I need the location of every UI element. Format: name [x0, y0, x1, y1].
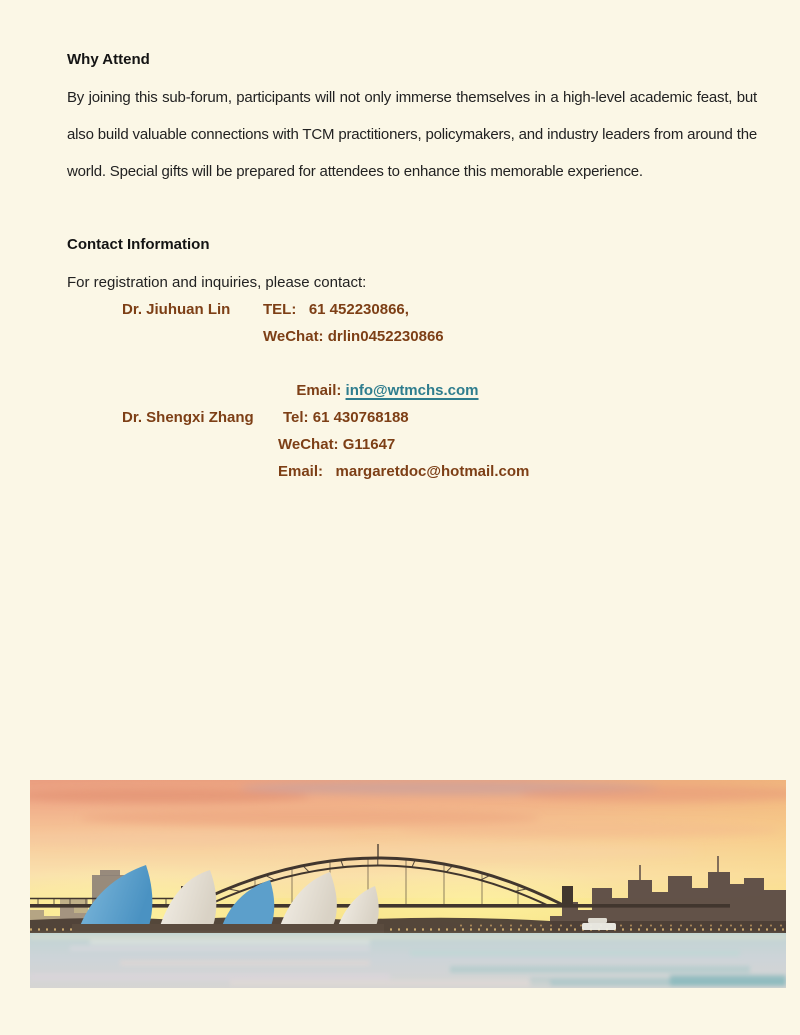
contact-wechat: WeChat: drlin0452230866	[263, 328, 444, 345]
contact-wechat: WeChat: G11647	[278, 436, 396, 453]
why-attend-paragraph: By joining this sub-forum, participants will not only immerse themselves in a high-level academic feast, but also build valuable connections with TCM practitioners, policymakers, and industry leaders from around the world. Special gifts will be prepared for attendees to enhance this memorable experience.	[67, 89, 757, 180]
contact-email-line: Email: margaretdoc@hotmail.com	[278, 463, 530, 480]
contact-tel: TEL: 61 452230866,	[263, 301, 409, 318]
contact-card-shengxi-zhang	[122, 404, 529, 485]
contact-details	[278, 404, 529, 485]
contact-intro-text: For registration and inquiries, please contact:	[67, 274, 367, 291]
contact-information-heading: Contact Information	[67, 236, 210, 253]
harbour-photo-illustration	[30, 780, 786, 988]
contact-name: Dr. Shengxi Zhang	[122, 409, 254, 426]
email-link[interactable]: info@wtmchs.com	[345, 382, 479, 399]
email-label: Email:	[296, 382, 346, 399]
harbour-water	[30, 933, 786, 988]
contact-name: Dr. Jiuhuan Lin	[122, 301, 231, 318]
sydney-harbour-photo	[30, 780, 786, 988]
why-attend-heading: Why Attend	[67, 51, 150, 68]
contact-tel: Tel: 61 430768188	[283, 409, 409, 426]
